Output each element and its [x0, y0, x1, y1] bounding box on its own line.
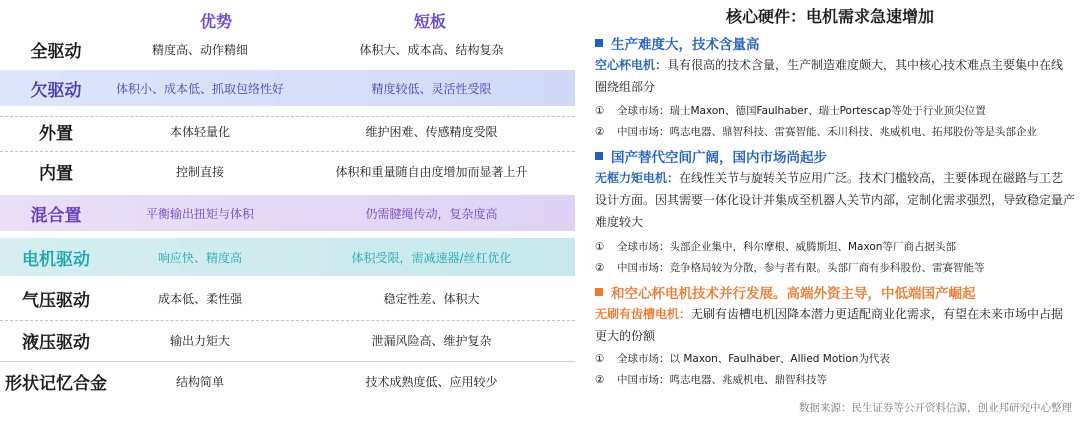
circled-number-icon: ②: [595, 126, 605, 138]
header-advantage: 优势: [200, 12, 233, 31]
paragraph-keyword: 无框力矩电机：: [595, 171, 680, 185]
row-name: 气压驱动: [22, 290, 90, 311]
row-disadvantage: 体积和重量随自由度增加而显著上升: [335, 164, 528, 179]
paragraph-keyword: 无刷有齿槽电机：: [595, 307, 692, 321]
row-advantage: 控制直接: [175, 164, 224, 179]
row-name: 混合置: [30, 205, 82, 226]
row-advantage: 输出力矩大: [169, 333, 230, 348]
section-heading: [595, 146, 827, 166]
section-paragraph: [595, 303, 1075, 347]
circled-number-icon: ②: [595, 262, 605, 274]
table-row: [0, 238, 575, 276]
row-advantage: 本体轻量化: [169, 124, 230, 139]
row-disadvantage: 仍需腱绳传动，复杂度高: [365, 206, 498, 221]
section-heading: [595, 282, 976, 302]
table-row: [0, 364, 575, 398]
row-name: 外置: [39, 123, 73, 144]
row-disadvantage: 技术成熟度低、应用较少: [365, 374, 498, 389]
bullet-item: [595, 351, 890, 366]
section-heading-text: 和空心杯电机技术并行发展。高端外资主导，中低端国产崛起: [611, 286, 976, 302]
table-row: [0, 281, 575, 315]
bullet-item: [595, 124, 1037, 139]
paragraph-text: 具有很高的技术含量，生产制造难度颇大，其中核心技术难点主要集中在线圈绕组部分: [595, 58, 1064, 94]
bullet-text: 中国市场：竞争格局较为分散，参与者有限。头部厂商有步科股份、雷赛智能等: [617, 262, 985, 274]
row-name: 内置: [39, 163, 73, 184]
row-advantage: 体积小、成本低、抓取包络性好: [115, 81, 284, 96]
data-source-note: 数据来源：民生证券等公开资料信源，创业邦研究中心整理: [799, 402, 1072, 414]
row-name: 欠驱动: [30, 80, 82, 101]
row-name: 液压驱动: [22, 332, 90, 353]
row-advantage: 响应快、精度高: [157, 250, 242, 265]
section-heading: [595, 33, 760, 53]
bullet-text: 中国市场：鸣志电器、鼎智科技、雷赛智能、禾川科技、兆威机电、拓邦股份等是头部企业: [617, 126, 1037, 138]
section-paragraph: [595, 167, 1075, 233]
bullet-text: 全球市场：头部企业集中，科尔摩根、威腾斯坦、Maxon等厂商占据头部: [617, 241, 956, 253]
row-advantage: 结构简单: [175, 374, 224, 389]
paragraph-text: 无刷有齿槽电机因降本潜力更适配商业化需求，有望在未来市场中占据更大的份额: [595, 307, 1064, 343]
divider: [0, 320, 575, 321]
table-header: [0, 4, 575, 34]
bullet-item: [595, 103, 986, 118]
paragraph-text: 在线性关节与旋转关节应用广泛。技术门槛较高，主要体现在磁路与工艺设计方面。因其需要一体化设计并集成至机器人关节内部，定制化需求强烈，导致稳定量产难度较大: [595, 171, 1076, 229]
circled-number-icon: ①: [595, 241, 605, 253]
hardware-panel: [585, 0, 1075, 421]
table-row: [0, 323, 575, 357]
bullet-item: [595, 260, 985, 275]
square-bullet-icon: [595, 288, 603, 296]
row-disadvantage: 体积大、成本高、结构复杂: [359, 42, 504, 57]
row-name: 电机驱动: [22, 249, 90, 270]
section-paragraph: [595, 54, 1075, 98]
section-heading-text: 生产难度大，技术含量高: [611, 37, 760, 53]
bullet-item: [595, 372, 827, 387]
circled-number-icon: ②: [595, 374, 605, 386]
bullet-text: 全球市场：以 Maxon、Faulhaber、Allied Motion为代表: [617, 353, 890, 365]
divider: [0, 151, 575, 152]
divider: [0, 361, 575, 362]
row-name: 形状记忆合金: [5, 373, 107, 394]
circled-number-icon: ①: [595, 105, 605, 117]
row-name: 全驱动: [30, 41, 82, 62]
row-advantage: 成本低、柔性强: [157, 291, 242, 306]
table-row: [0, 155, 575, 187]
bullet-text: 全球市场：瑞士Maxon、德国Faulhaber、瑞士Portescap等处于行业顶尖位置: [617, 105, 986, 117]
panel-title: 核心硬件：电机需求急速增加: [725, 7, 934, 26]
bullet-item: [595, 239, 956, 254]
table-row: [0, 70, 575, 106]
row-disadvantage: 精度较低、灵活性受限: [371, 81, 492, 96]
table-row: [0, 115, 575, 147]
row-advantage: 平衡输出扭矩与体积: [145, 206, 254, 221]
table-row: [0, 32, 575, 66]
row-disadvantage: 稳定性差、体积大: [383, 291, 480, 306]
circled-number-icon: ①: [595, 353, 605, 365]
section-heading-text: 国产替代空间广阔，国内市场尚起步: [611, 150, 827, 166]
square-bullet-icon: [595, 39, 603, 47]
header-disadvantage: 短板: [414, 12, 447, 31]
row-advantage: 精度高、动作精细: [151, 42, 248, 57]
paragraph-keyword: 空心杯电机：: [595, 58, 668, 72]
bullet-text: 中国市场：鸣志电器、兆威机电、鼎智科技等: [617, 374, 827, 386]
table-row: [0, 195, 575, 231]
row-disadvantage: 维护困难、传感精度受限: [365, 124, 498, 139]
row-disadvantage: 泄漏风险高、维护复杂: [371, 333, 492, 348]
row-disadvantage: 体积受限，需减速器/丝杠优化: [351, 250, 512, 265]
square-bullet-icon: [595, 152, 603, 160]
